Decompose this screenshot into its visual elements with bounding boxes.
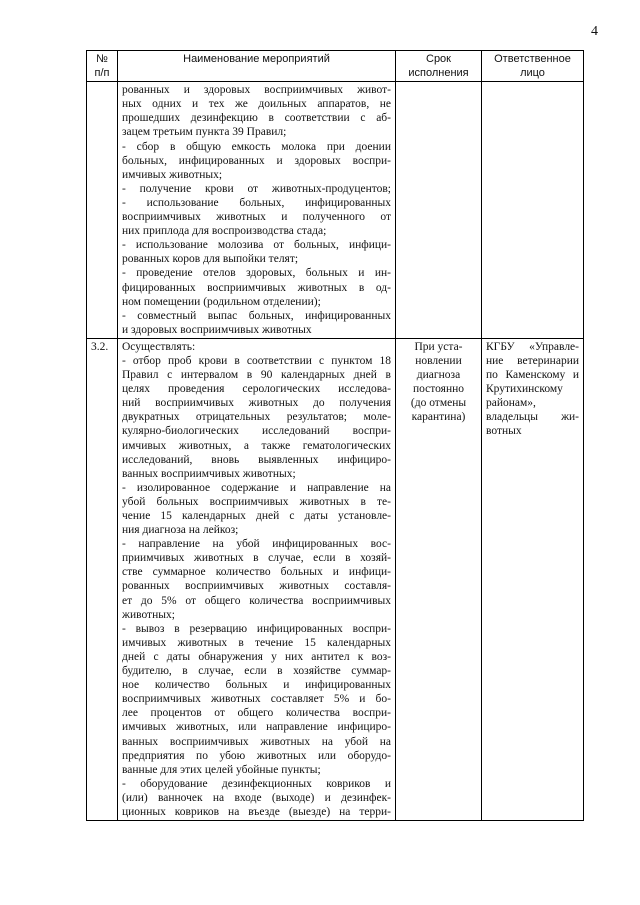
text-line: - направление на убой инфицированных вос- (122, 538, 391, 551)
row-term (396, 82, 482, 339)
text-line: КГБУ «Управле- (486, 340, 579, 353)
row-activity (118, 338, 396, 820)
text-line: рованных и здоровых восприимчивых живот- (122, 84, 391, 97)
row-num (87, 82, 118, 339)
text-line: кулярно-биологических исследований воспри- (122, 425, 391, 438)
text-line: - проведение отелов здоровых, больных и ин- (122, 267, 391, 280)
text-line: прошедших дезинфекцию в соответствии с аб- (122, 112, 391, 125)
text-line: рованных коров для выпойки телят; (122, 253, 299, 266)
text-line: восприимчивых животных составляет 5% и бо- (122, 693, 391, 706)
row-responsible (482, 82, 584, 339)
text-line: фицированных восприимчивых животных в од- (122, 281, 391, 294)
row-term (396, 338, 482, 820)
text-line: и здоровых восприимчивых животных (122, 323, 312, 336)
text-line: рованных восприимчивых животных составля- (122, 580, 391, 593)
text-line: Правил с интервалом в 90 календарных дней в (122, 369, 391, 382)
text-line: дней с даты обнаружения у них антител к воз- (122, 650, 391, 663)
table-row (87, 82, 584, 339)
text-line: ет до 5% от общего количества восприимчивых (122, 594, 391, 607)
text-line: новлении (415, 354, 462, 367)
text-line: них приплода для воспроизводства стада; (122, 225, 327, 238)
row-responsible (482, 338, 584, 820)
text-line: постоянно (412, 383, 465, 396)
text-line: убой больных восприимчивых животных в те- (122, 495, 391, 508)
header-term: Срок исполнения (396, 51, 482, 82)
text-line: ванные для этих целей убойные пункты; (122, 763, 321, 776)
header-responsible: Ответственное лицо (482, 51, 584, 82)
text-line: лее процентов от общего количества воспри- (122, 707, 391, 720)
text-line: имчивых животных, или направление инфициро- (122, 721, 391, 734)
text-line: - совместный выпас больных, инфицированных (122, 309, 391, 322)
text-line: по Каменскому и (486, 369, 579, 382)
text-line: - оборудование дезинфекционных ковриков и (122, 777, 391, 790)
text-line: больных, инфицированных и здоровых воспри- (122, 154, 391, 167)
text-line: ний восприимчивых животных до получения (122, 397, 391, 410)
text-line: ционных ковриков на въезде (выезде) на терри- (122, 805, 391, 818)
text-line: - сбор в общую емкость молока при доении (122, 140, 391, 153)
text-line: имчивых животных, а также гематологических (122, 439, 391, 452)
text-line: - использование больных, инфицированных (122, 196, 391, 209)
text-line: зацем третьим пункта 39 Правил; (122, 126, 287, 139)
text-line: Крутихинскому (486, 383, 563, 396)
table-row (87, 338, 584, 820)
text-line: - использование молозива от больных, инфици- (122, 239, 391, 252)
text-line: исследований, вновь выявленных инфициро- (122, 453, 391, 466)
text-line: При уста- (414, 340, 463, 353)
table-header-row (87, 51, 584, 82)
text-line: - изолированное содержание и направление на (122, 481, 391, 494)
measures-table (86, 50, 584, 821)
header-num: № п/п (87, 51, 118, 82)
text-line: восприимчивых животных и полученного от (122, 211, 391, 224)
text-line: карантина) (411, 411, 466, 424)
text-line: Осуществлять: (122, 340, 196, 353)
text-line: ном помещении (родильном отделении); (122, 295, 321, 308)
text-line: имчивых животных в течение 15 календарных (122, 636, 391, 649)
text-line: ния диагноза на лейкоз; (122, 524, 239, 537)
text-line: предприятия по убою животных или оборудо- (122, 749, 391, 762)
text-line: ванных восприимчивых животных на убой на (122, 735, 391, 748)
text-line: - отбор проб крови в соответствии с пунктом 18 (122, 354, 391, 367)
text-line: - получение крови от животных-продуцентов; (122, 182, 391, 195)
text-line: диагноза (416, 369, 461, 382)
text-line: (до отмены (410, 397, 467, 410)
text-line: владельцы жи- (486, 411, 579, 424)
row-activity (118, 82, 396, 339)
page-number: 4 (591, 24, 598, 39)
text-line: будителю, в случае, если в хозяйстве суммар- (122, 665, 391, 678)
text-line: чение 15 календарных дней с даты установле- (122, 510, 391, 522)
row-num: 3.2. (87, 338, 118, 820)
text-line: целях проведения серологических исследова- (122, 383, 391, 396)
text-line: ных одних и тех же доильных аппаратов, не (122, 98, 391, 111)
text-line: ние ветеринарии (486, 354, 579, 367)
header-activity: Наименование мероприятий (118, 51, 396, 82)
text-line: приимчивых животных в случае, если в хозяй- (122, 552, 391, 565)
text-line: животных; (122, 608, 175, 621)
text-line: - вывоз в резервацию инфицированных воспри- (122, 622, 391, 635)
text-line: районам», (486, 397, 536, 410)
text-line: ное количество больных и инфицированных (122, 679, 391, 692)
text-line: двукратных отрицательных результатов; моле- (122, 411, 391, 424)
text-line: (или) ванночек на входе (выходе) и дезинфек- (122, 791, 391, 804)
text-line: вотных (486, 425, 522, 438)
text-line: стве суммарное количество больных и инфици- (122, 566, 391, 579)
text-line: ванных восприимчивых животных; (122, 467, 296, 480)
text-line: имчивых животных; (122, 168, 223, 181)
